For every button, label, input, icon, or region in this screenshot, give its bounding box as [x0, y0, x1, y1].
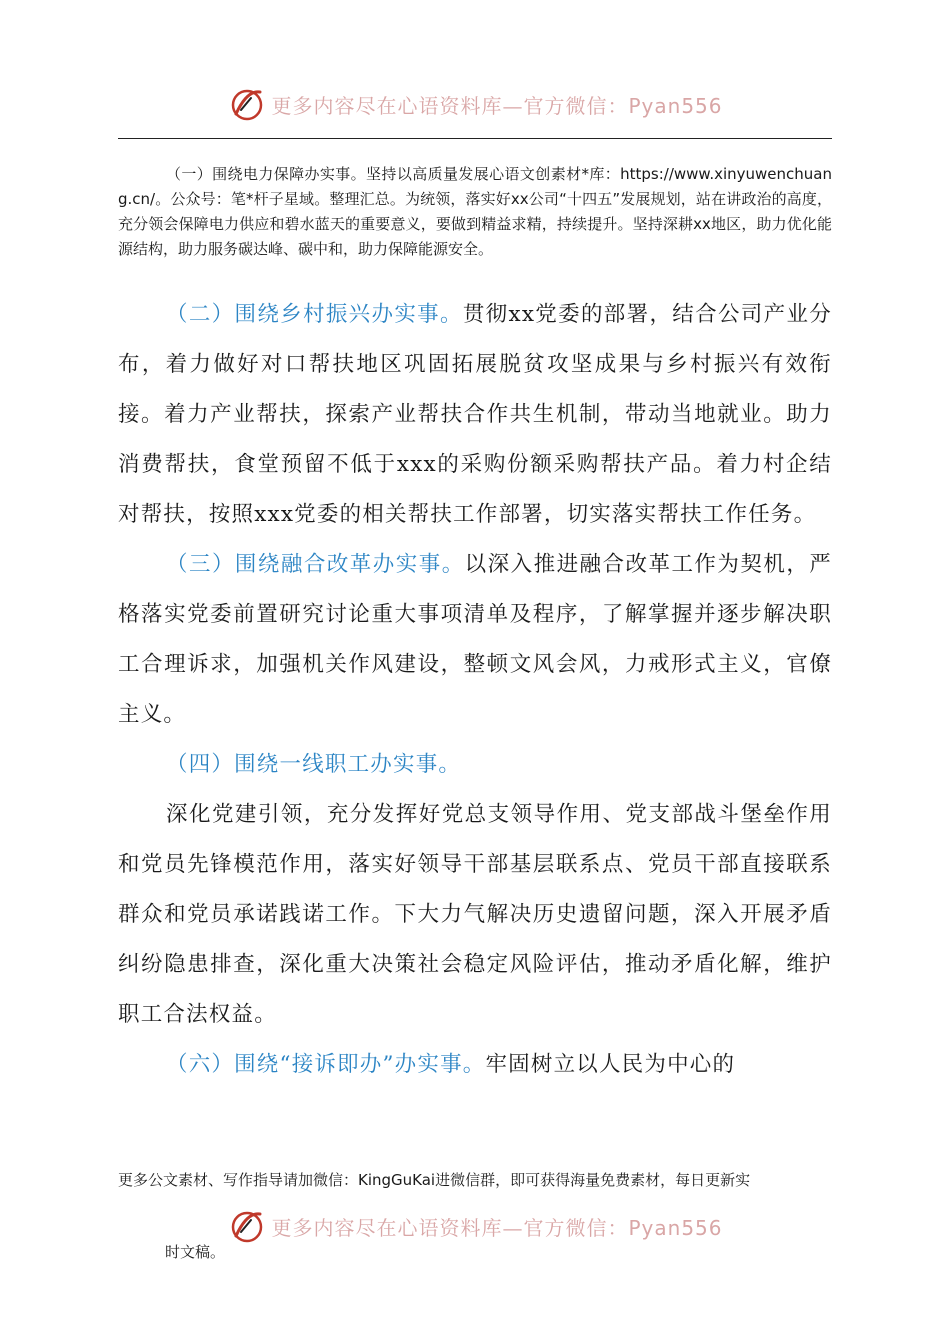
section-heading-2: （二）围绕乡村振兴办实事。 — [166, 302, 463, 327]
section-body-2: 贯彻xx党委的部署，结合公司产业分布，着力做好对口帮扶地区巩固拓展脱贫攻坚成果与乡村振兴有效衔接。着力产业帮扶，探索产业帮扶合作共生机制，带动当地就业。助力消费帮扶，食堂预留不低于xxx的采购份额采购帮扶产品。着力村企结对帮扶，按照xxx党委的相关帮扶工作部署，切实落实帮扶工作任务。 — [118, 302, 832, 527]
banner-text: 更多内容尽在心语资料库—官方微信： — [271, 1215, 629, 1240]
banner-wechat-id: Pyan556 — [628, 1215, 723, 1240]
section-paragraph-2 — [118, 290, 832, 540]
section-paragraph-6 — [118, 1040, 832, 1090]
header-divider — [118, 138, 832, 139]
section-heading-3: （三）围绕融合改革办实事。 — [166, 552, 465, 577]
section-heading-6: （六）围绕“接诉即办”办实事。 — [166, 1052, 486, 1077]
banner-wechat-id: Pyan556 — [628, 93, 723, 118]
footer-promo-line: 更多公文素材、写作指导请加微信：KingGuKai进微信群，即可获得海量免费素材，每日更新实 — [118, 1171, 751, 1189]
intro-paragraph: （一）围绕电力保障办实事。坚持以高质量发展心语文创素材*库：https://www.xinyuwenchuang.cn/。公众号：笔*杆子星域。整理汇总。为统领，落实好xx公司“十四五”发展规划，站在讲政治的高度，充分领会保障电力供应和碧水蓝天的重要意义，要做到精益求精，持续提升。坚持深耕xx地区，助力优化能源结构，助力服务碳达峰、碳中和，助力保障能源安全。 — [118, 165, 832, 258]
footer-promo-line-end: 时文稿。 — [165, 1243, 226, 1261]
brand-logo-icon — [227, 84, 267, 124]
section-paragraph-3 — [118, 540, 832, 740]
section-body-4-text: 深化党建引领，充分发挥好党总支领导作用、党支部战斗堡垒作用和党员先锋模范作用，落实好领导干部基层联系点、党员干部直接联系群众和党员承诺践诺工作。下大力气解决历史遗留问题，深入开展矛盾纠纷隐患排查，深化重大决策社会稳定风险评估，推动矛盾化解，维护职工合法权益。 — [118, 802, 832, 1027]
section-paragraph-4-body — [118, 790, 832, 1040]
section-body-3: 以深入推进融合改革工作为契机，严格落实党委前置研究讨论重大事项清单及程序，了解掌握并逐步解决职工合理诉求，加强机关作风建设，整顿文风会风，力戒形式主义，官僚主义。 — [118, 552, 832, 727]
section-paragraph-4 — [118, 740, 832, 790]
bottom-watermark-banner — [0, 1204, 950, 1248]
top-watermark-banner — [0, 82, 950, 126]
banner-text: 更多内容尽在心语资料库—官方微信： — [271, 93, 629, 118]
brand-logo-icon — [227, 1206, 267, 1246]
section-heading-4: （四）围绕一线职工办实事。 — [166, 752, 462, 777]
section-body-6: 牢固树立以人民为中心的 — [485, 1052, 736, 1077]
document-body — [118, 290, 832, 1090]
